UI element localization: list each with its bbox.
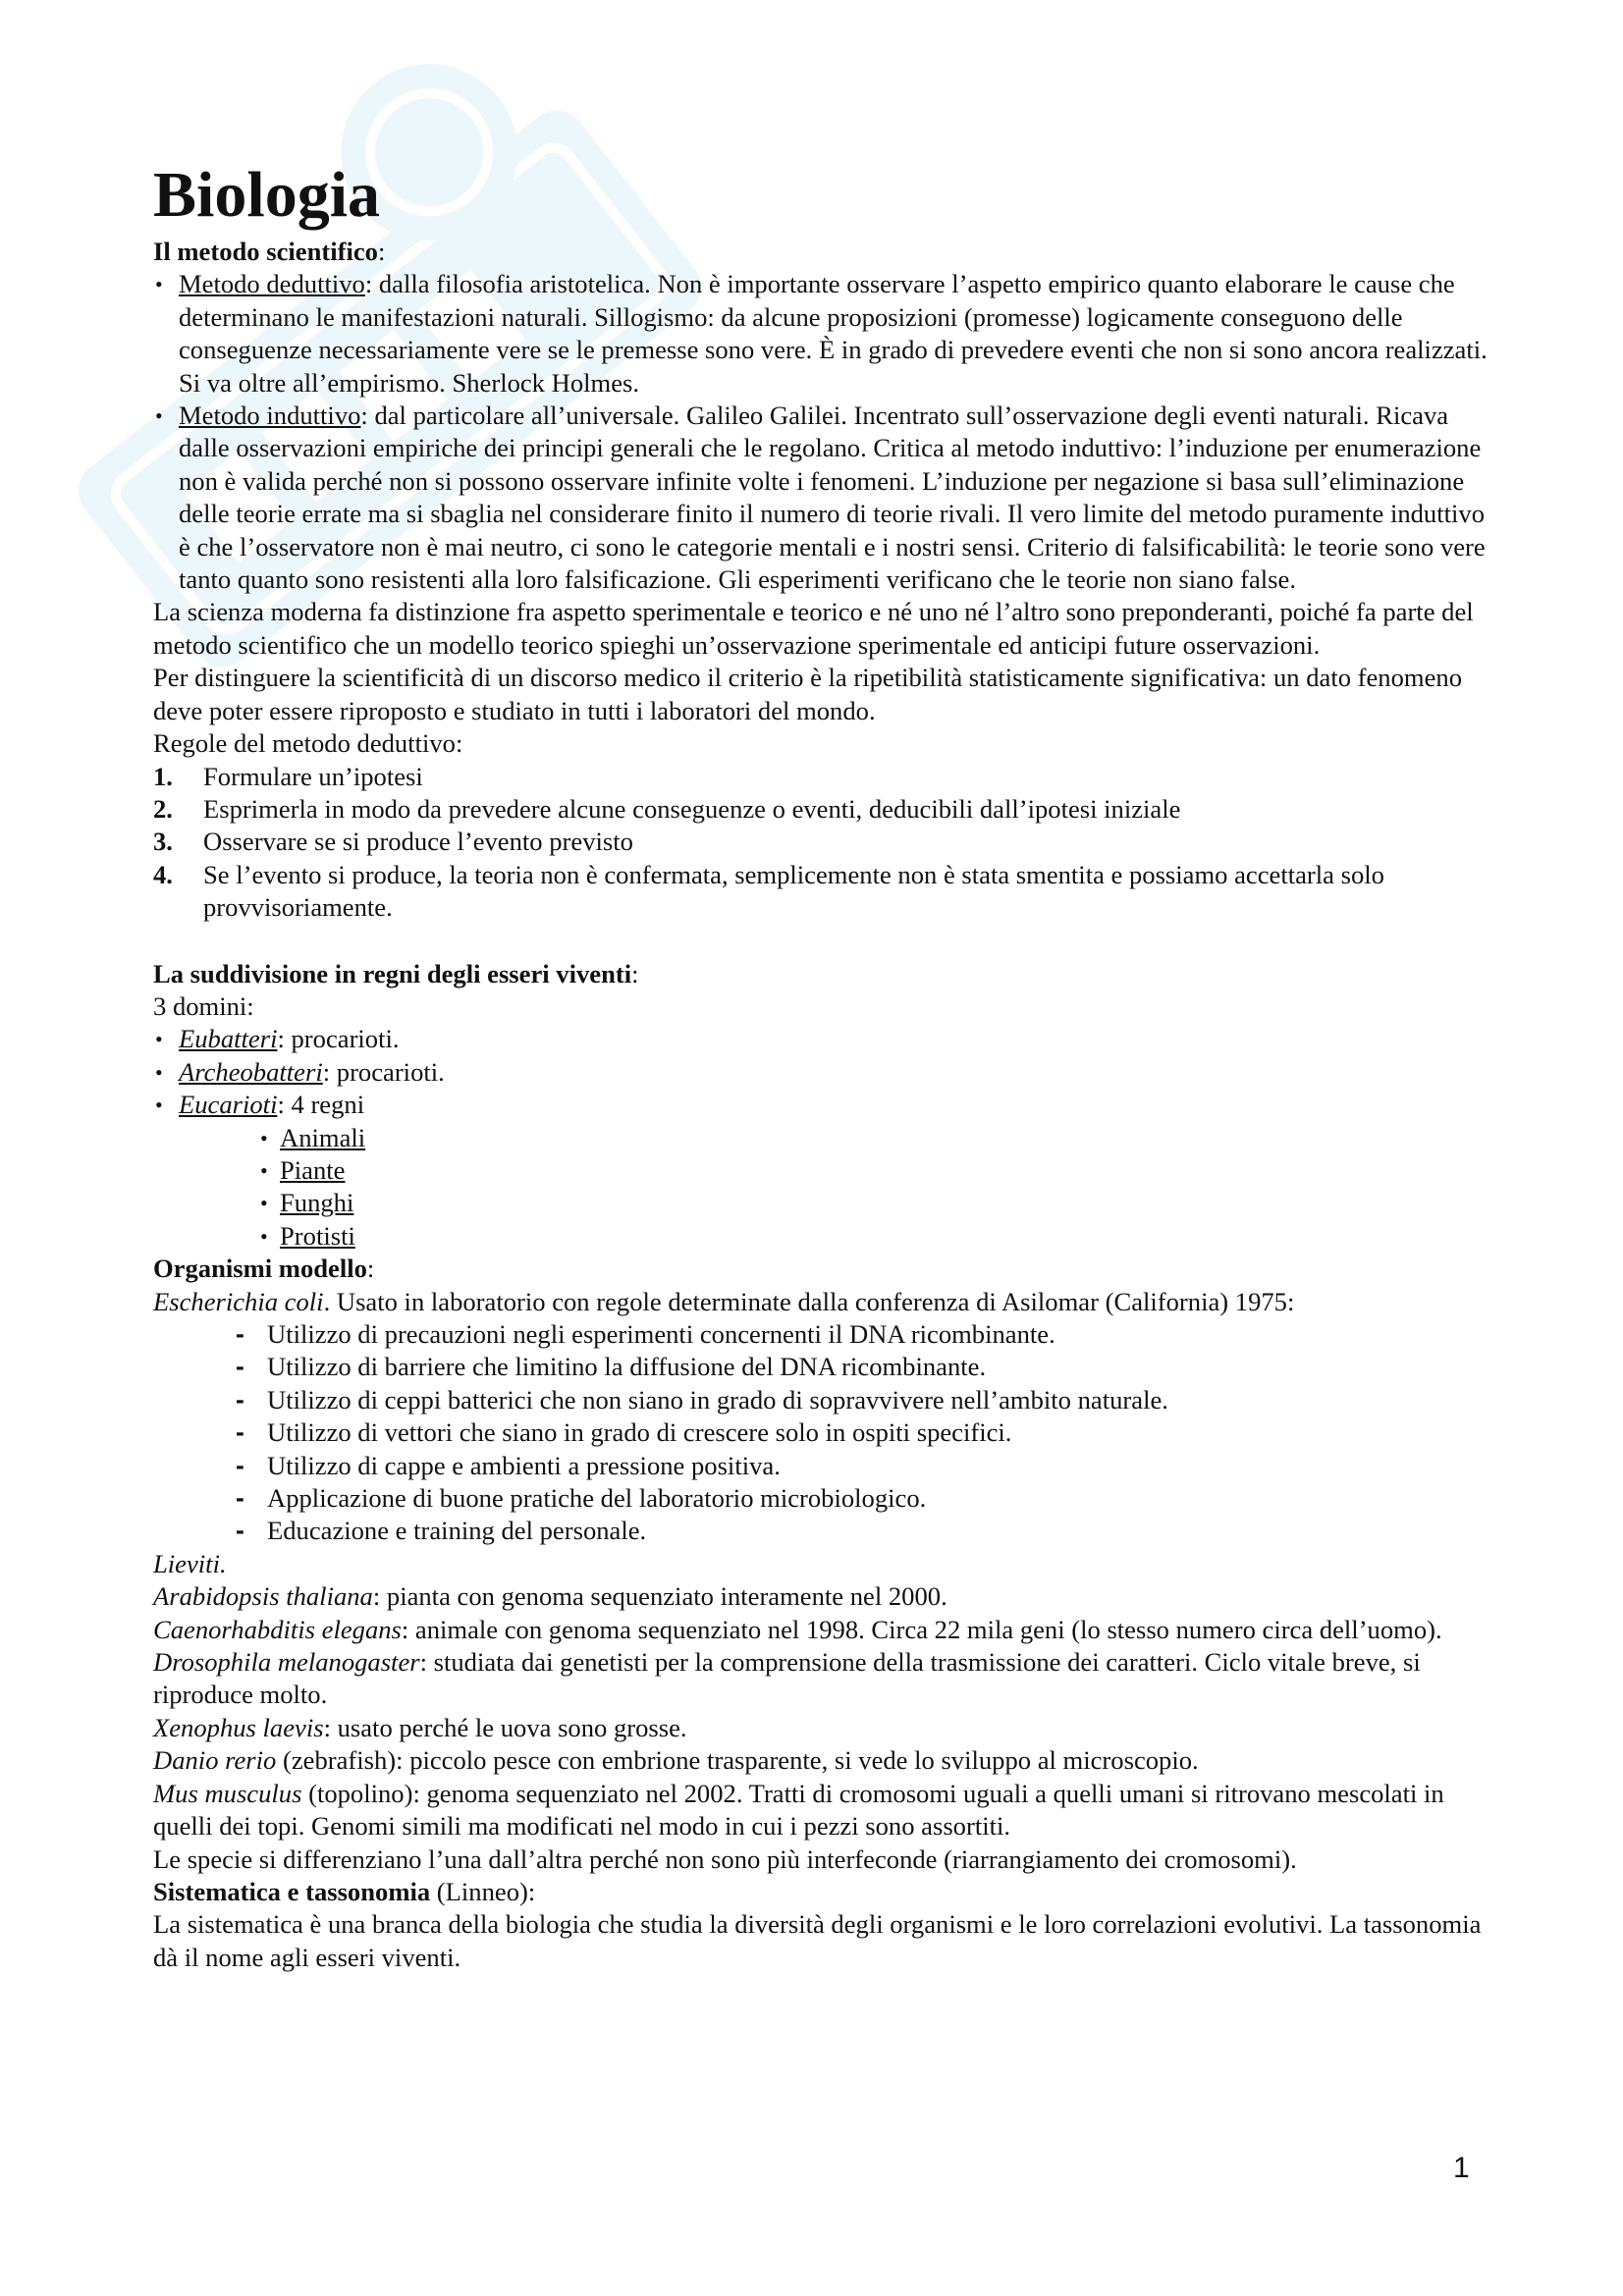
method-list	[153, 268, 1488, 596]
paragraph: Lieviti.	[153, 1548, 227, 1578]
section-heading-line: Sistematica e tassonomia (Linneo):	[153, 1876, 536, 1906]
paragraph: Xenophus laevis: usato perché le uova sono grosse.	[153, 1712, 687, 1742]
list-item: - Educazione e training del personale.	[267, 1515, 1488, 1547]
list-item: - Utilizzo di vettori che siano in grado di crescere solo in ospiti specifici.	[267, 1416, 1488, 1449]
kingdom-list	[153, 1122, 1488, 1254]
paragraph: Danio rerio (zebrafish): piccolo pesce con embrione trasparente, si vede lo sviluppo al microscopio.	[153, 1745, 1199, 1776]
list-item: - Utilizzo di barriere che limitino la diffusione del DNA ricombinante.	[267, 1351, 1488, 1383]
page-number: 1	[1453, 2152, 1470, 2184]
paragraph: Drosophila melanogaster: studiata dai genetisti per la comprensione della trasmissione dei caratteri. Ciclo vitale breve, si riproduce molto.	[153, 1647, 1421, 1710]
section-heading-line: Organismi modello:	[153, 1254, 375, 1284]
page-title: Biologia	[153, 159, 381, 231]
list-item: • Eucarioti: 4 regni	[179, 1089, 1488, 1121]
paragraph: 3 domini:	[153, 990, 254, 1021]
section-heading-line: La suddivisione in regni degli esseri viventi:	[153, 958, 639, 988]
list-item: • Animali	[280, 1122, 1488, 1154]
section-heading-line: Il metodo scientifico:	[153, 237, 386, 266]
list-item: • Metodo induttivo: dal particolare all’universale. Galileo Galilei. Incentrato sull’osservazione degli eventi naturali. Ricava dalle osservazioni empiriche dei principi generali che le regolano. Critica al metodo induttivo: l’induzione per enumerazione non è valida perché non si possono osservare infinite volte i fenomeni. L’induzione per negazione si basa sull’eliminazione delle teorie errate ma si sbaglia nel considerare finito il numero di teorie rivali. Il vero limite del metodo puramente induttivo è che l’osservatore non è mai neutro, ci sono le categorie mentali e i nostri sensi. Criterio di falsificabilità: le teorie sono vere tanto quanto sono resistenti alla loro falsificazione. Gli esperimenti verificano che le teorie non siano false.	[179, 400, 1488, 596]
section-heading-metodo: Il metodo scientifico	[153, 237, 378, 266]
list-item: - Utilizzo di precauzioni negli esperimenti concernenti il DNA ricombinante.	[267, 1318, 1488, 1351]
paragraph: La sistematica è una branca della biologia che studia la diversità degli organismi e le loro correlazioni evolutivi. La tassonomia dà il nome agli esseri viventi.	[153, 1909, 1482, 1972]
paragraph: Per distinguere la scientificità di un discorso medico il criterio è la ripetibilità statisticamente significativa: un dato fenomeno deve poter essere riproposto e studiato in tutti i laboratori del mondo.	[153, 663, 1462, 725]
list-item: 2. Esprimerla in modo da prevedere alcune conseguenze o eventi, deducibili dall’ipotesi iniziale	[153, 793, 1181, 824]
paragraph: Arabidopsis thaliana: pianta con genoma sequenziato interamente nel 2000.	[153, 1581, 947, 1612]
paragraph: Regole del metodo deduttivo:	[153, 728, 463, 759]
list-item: • Funghi	[280, 1187, 1488, 1219]
list-item: - Utilizzo di ceppi batterici che non siano in grado di sopravvivere nell’ambito naturale.	[267, 1384, 1488, 1416]
list-item: • Metodo deduttivo: dalla filosofia aristotelica. Non è importante osservare l’aspetto empirico quanto elaborare le cause che determinano le manifestazioni naturali. Sillogismo: da alcune proposizioni (promesse) logicamente conseguono delle conseguenze necessariamente vere se le premesse sono vere. È in grado di prevedere eventi che non si sono ancora realizzati. Si va oltre all’empirismo. Sherlock Holmes.	[179, 268, 1488, 400]
rules-list	[153, 761, 1488, 925]
list-item: • Eubatteri: procarioti.	[179, 1023, 1488, 1055]
list-item: - Utilizzo di cappe e ambienti a pressione positiva.	[267, 1450, 1488, 1482]
spacer	[153, 925, 1488, 958]
list-item: • Archeobatteri: procarioti.	[179, 1056, 1488, 1089]
document-body	[153, 155, 1488, 1974]
list-item: - Applicazione di buone pratiche del laboratorio microbiologico.	[267, 1482, 1488, 1515]
paragraph: La scienza moderna fa distinzione fra aspetto sperimentale e teorico e né uno né l’altro sono preponderanti, poiché fa parte del metodo scientifico che un modello teorico spieghi un’osservazione sperimentale ed anticipi future osservazioni.	[153, 597, 1474, 660]
paragraph: Caenorhabditis elegans: animale con genoma sequenziato nel 1998. Circa 22 mila geni (lo stesso numero circa dell’uomo).	[153, 1614, 1442, 1644]
term-deduttivo: Metodo deduttivo	[179, 269, 365, 299]
list-item: 3. Osservare se si produce l’evento previsto	[153, 827, 633, 857]
paragraph: Escherichia coli. Usato in laboratorio con regole determinate dalla conferenza di Asilomar (California) 1975:	[153, 1286, 1295, 1316]
list-item: 4. Se l’evento si produce, la teoria non è confermata, semplicemente non è stata smentita e possiamo accettarla solo provvisoriamente.	[153, 859, 1384, 923]
list-item: • Piante	[280, 1154, 1488, 1187]
term-induttivo: Metodo induttivo	[179, 400, 361, 431]
section-heading-sistematica: Sistematica e tassonomia	[153, 1876, 431, 1906]
section-heading-organismi: Organismi modello	[153, 1254, 367, 1284]
asilomar-rules-list	[153, 1318, 1488, 1548]
list-item: 1. Formulare un’ipotesi	[153, 761, 423, 791]
paragraph: Le specie si differenziano l’una dall’altra perché non sono più interfeconde (riarrangiamento dei cromosomi).	[153, 1843, 1297, 1874]
list-item: • Protisti	[280, 1220, 1488, 1253]
section-heading-regni: La suddivisione in regni degli esseri viventi	[153, 958, 632, 988]
domain-list	[153, 1023, 1488, 1121]
paragraph: Mus musculus (topolino): genoma sequenziato nel 2002. Tratti di cromosomi uguali a quelli umani si ritrovano mescolati in quelli dei topi. Genomi simili ma modificati nel modo in cui i pezzi sono assortiti.	[153, 1778, 1444, 1842]
